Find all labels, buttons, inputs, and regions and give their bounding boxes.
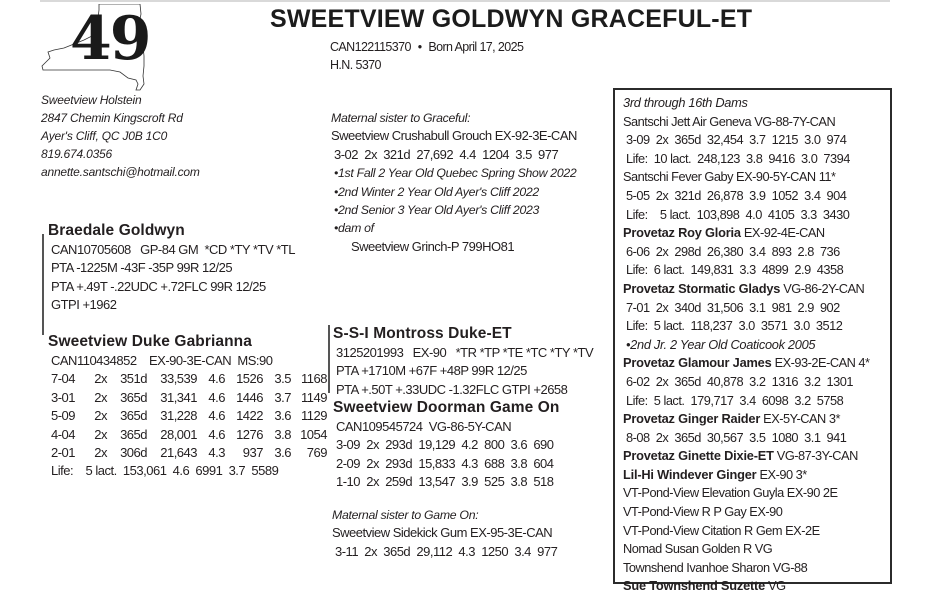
- ancestor-dam-name: Sue Townshend Suzette: [623, 578, 766, 594]
- granddam-name: Sweetview Doorman Game On: [333, 399, 560, 416]
- ancestor-dam-classification: VG-87-3Y-CAN: [773, 448, 858, 464]
- sire-line: GTPI +1962: [51, 297, 117, 313]
- granddam-record: 2-09 2x 293d 15,833 4.3 688 3.8 604: [336, 455, 554, 471]
- ancestor-dam-record: 7-01 2x 340d 31,506 3.1 981 2.9 902: [626, 299, 840, 315]
- sire-line: CAN10705608 GP-84 GM *CD *TY *TV *TL: [51, 242, 295, 257]
- dam-record-cell: 351d: [120, 371, 147, 387]
- dam-record-cell: 3.6: [274, 445, 291, 461]
- ancestor-dam-entry: [623, 577, 886, 596]
- maternal-grandsire-line: PTA +1710M +67F +48P 99R 12/25: [336, 363, 527, 379]
- sire-bracket-line: [42, 234, 44, 335]
- maternal-grandsire-line: PTA +.50T +.33UDC -1.32FLC GTPI +2658: [336, 381, 568, 397]
- dam-record-cell: 365d: [120, 389, 147, 405]
- granddam-record: 1-10 2x 259d 13,547 3.9 525 3.8 518: [336, 474, 554, 490]
- granddam-block: [333, 398, 559, 492]
- consignor-phone: 819.674.0356: [41, 147, 113, 161]
- dam-record-cell: 365d: [120, 426, 147, 442]
- ancestor-dam-record: Life: 5 lact. 103,898 4.0 4105 3.3 3430: [626, 206, 850, 222]
- ancestor-dam-record: Life: 6 lact. 149,831 3.3 4899 2.9 4358: [626, 262, 844, 278]
- dam-id-line: CAN110434852 EX-90-3E-CAN MS:90: [51, 353, 273, 368]
- dam-record-cell: 1526: [236, 371, 263, 387]
- lot-badge: [40, 4, 150, 92]
- dam-record-cell: 306d: [120, 445, 147, 461]
- dam-record-cell: 1276: [236, 426, 263, 442]
- dam-record-cell: 937: [242, 445, 263, 461]
- dam-record-cell: 33,539: [160, 371, 197, 387]
- ancestor-dam-name: VT-Pond-View R P Gay EX-90: [623, 504, 783, 520]
- ancestor-dam-entry: [623, 503, 886, 522]
- ancestor-dam-record: Life: 5 lact. 179,717 3.4 6098 3.2 5758: [626, 392, 844, 408]
- ancestor-dam-entry: [623, 466, 886, 485]
- dam-record-row: [48, 370, 327, 388]
- ancestor-dam-entry: [623, 224, 886, 243]
- herd-number: H.N. 5370: [330, 58, 381, 72]
- dam-record-cell: 2x: [94, 408, 107, 424]
- dam-record-cell: 3.7: [274, 389, 291, 405]
- dam-record-cell: 4.3: [208, 445, 225, 461]
- bullet-separator: •: [417, 40, 422, 54]
- ancestor-dam-entry: [623, 354, 886, 373]
- sire-block: [48, 221, 295, 315]
- ancestor-dam-record: Life: 5 lact. 118,237 3.0 3571 3.0 3512: [626, 318, 843, 334]
- dam-record-cell: 4.6: [208, 408, 225, 424]
- dam-record-cell: 3.8: [274, 426, 291, 442]
- maternal-sister-note: •2nd Senior 3 Year Old Ayer's Cliff 2023: [334, 203, 540, 218]
- ancestor-dam-name: Nomad Susan Golden R VG: [623, 541, 773, 557]
- lot-number: 49: [70, 4, 150, 74]
- sire-line: PTA -1225M -43F -35P 99R 12/25: [51, 260, 233, 276]
- maternal-grandsire-line: 3125201993 EX-90 *TR *TP *TE *TC *TY *TV: [336, 345, 594, 360]
- dam-record-cell: 4.6: [208, 426, 225, 442]
- dam-record-cell: 2-01: [51, 445, 76, 461]
- ancestor-dam-classification: VG-88-7Y-CAN: [751, 113, 836, 129]
- dam-record-cell: 2x: [94, 426, 107, 442]
- ancestor-dam-entry: [623, 484, 886, 503]
- animal-id-line: [330, 38, 523, 56]
- dam-record-cell: 5-09: [51, 408, 76, 424]
- maternal-sister-game-on-name: Sweetview Sidekick Gum EX-95-3E-CAN: [332, 525, 553, 541]
- dam-record-row: [48, 389, 327, 407]
- dam-record-cell: 7-04: [51, 371, 76, 387]
- ancestor-dam-name: Lil-Hi Windever Ginger: [623, 466, 757, 482]
- dam-record-cell: 4.6: [208, 389, 225, 405]
- maternal-grandsire-block: [333, 324, 593, 399]
- dam-record-cell: 31,228: [160, 408, 197, 424]
- dam-record-row: [48, 426, 327, 444]
- maternal-sister-note: •dam of: [334, 221, 374, 236]
- ancestor-dam-entry: [623, 280, 886, 299]
- granddam-id-line: CAN109545724 VG-86-5Y-CAN: [336, 419, 512, 434]
- dam-record-cell: 1129: [301, 408, 327, 424]
- ancestor-dam-name: VT-Pond-View Elevation Guyla EX-90 2E: [623, 485, 838, 501]
- maternal-sister-note: •1st Fall 2 Year Old Quebec Spring Show 2022: [334, 166, 577, 181]
- dam-record-cell: 3-01: [51, 389, 76, 405]
- dam-record-cell: 2x: [94, 445, 107, 461]
- ancestor-dam-name: Provetaz Glamour James: [623, 355, 772, 371]
- ancestor-dam-record: 8-08 2x 365d 30,567 3.5 1080 3.1 941: [626, 429, 847, 445]
- dam-name: Sweetview Duke Gabrianna: [48, 333, 252, 350]
- animal-info: [330, 38, 523, 74]
- ancestor-dam-classification: EX-5Y-CAN 3*: [760, 411, 840, 427]
- dam-record-cell: 2x: [94, 389, 107, 405]
- dam-record-cell: 4.6: [208, 371, 225, 387]
- ancestor-dam-entry: [623, 113, 886, 132]
- dams-box-heading: 3rd through 16th Dams: [623, 95, 748, 110]
- ancestor-dam-record: 5-05 2x 321d 26,878 3.9 1052 3.4 904: [626, 187, 847, 203]
- ancestor-dam-classification: EX-90 3*: [756, 466, 807, 482]
- ancestor-dam-classification: EX-90-5Y-CAN 11*: [733, 169, 836, 185]
- ancestor-dam-name: Santschi Fever Gaby: [623, 169, 733, 185]
- maternal-sister-offspring: Sweetview Grinch-P 799HO81: [351, 238, 515, 254]
- consignor-name: Sweetview Holstein: [41, 93, 142, 107]
- consignor-address-1: 2847 Chemin Kingscroft Rd: [41, 111, 183, 125]
- registration-number: CAN122115370: [330, 40, 411, 54]
- dam-record-row: [48, 444, 327, 462]
- animal-name-title: SWEETVIEW GOLDWYN GRACEFUL-ET: [270, 5, 753, 33]
- dam-record-cell: 1168: [301, 371, 327, 387]
- ancestor-dam-name: VT-Pond-View Citation R Gem EX-2E: [623, 522, 820, 538]
- consignor-email[interactable]: annette.santschi@hotmail.com: [41, 165, 200, 179]
- maternal-sister-game-on-heading: Maternal sister to Game On:: [332, 508, 479, 522]
- ancestor-dam-classification: VG: [765, 578, 786, 594]
- dam-record-cell: 3.6: [274, 408, 291, 424]
- dam-record-row: [48, 407, 327, 425]
- ancestor-dam-record: 6-06 2x 298d 26,380 3.4 893 2.8 736: [626, 243, 840, 259]
- ancestor-dam-name: Provetaz Roy Gloria: [623, 225, 741, 241]
- top-rule: [40, 0, 890, 2]
- ancestor-dam-classification: EX-92-4E-CAN: [740, 225, 825, 241]
- ancestor-dam-entry: [623, 522, 886, 541]
- sire-line: PTA +.49T -.22UDC +.72FLC 99R 12/25: [51, 278, 266, 294]
- ancestor-dam-name: Santschi Jett Air Geneva: [623, 113, 752, 129]
- dam-life-record: Life: 5 lact. 153,061 4.6 6991 3.7 5589: [51, 463, 279, 479]
- dam-record-cell: 4-04: [51, 426, 76, 442]
- dam-record-cell: 1446: [236, 389, 263, 405]
- ancestor-dam-classification: EX-93-2E-CAN 4*: [771, 355, 870, 371]
- ancestor-dam-entry: [623, 447, 886, 466]
- ancestor-dam-classification: VG-86-2Y-CAN: [780, 280, 865, 296]
- dam-records: [48, 370, 327, 462]
- ancestor-dam-entry: [623, 540, 886, 559]
- maternal-sister-name: Sweetview Crushabull Grouch EX-92-3E-CAN: [331, 128, 577, 144]
- maternal-sister-note: •2nd Winter 2 Year Old Ayer's Cliff 2022: [334, 184, 539, 199]
- consignor-info: [41, 91, 200, 181]
- maternal-sister-record: 3-02 2x 321d 27,692 4.4 1204 3.5 977: [334, 146, 559, 162]
- maternal-sister-game-on-block: [332, 506, 557, 561]
- sire-name: Braedale Goldwyn: [48, 222, 185, 239]
- ancestor-dam-note: •2nd Jr. 2 Year Old Coaticook 2005: [626, 336, 816, 352]
- ancestor-dam-name: Provetaz Ginette Dixie-ET: [623, 448, 774, 464]
- dam-record-cell: 1054: [300, 426, 327, 442]
- dam-record-cell: 28,001: [160, 426, 197, 442]
- ancestor-dam-record: Life: 10 lact. 248,123 3.8 9416 3.0 7394: [626, 150, 850, 166]
- ancestor-dam-name: Townshend Ivanhoe Sharon VG-88: [623, 559, 808, 575]
- dam-record-cell: 365d: [120, 408, 147, 424]
- maternal-grandsire-name: S-S-I Montross Duke-ET: [333, 325, 512, 342]
- grandsire-bracket-line: [328, 325, 330, 393]
- maternal-sister-heading: Maternal sister to Graceful:: [331, 111, 471, 125]
- ancestor-dam-record: 3-09 2x 365d 32,454 3.7 1215 3.0 974: [626, 132, 847, 148]
- dams-list: [623, 94, 886, 596]
- ancestor-dam-entry: [623, 559, 886, 578]
- dam-record-cell: 1149: [301, 389, 327, 405]
- maternal-sister-block: [331, 109, 577, 256]
- ancestor-dam-entry: [623, 168, 886, 187]
- birth-date: Born April 17, 2025: [428, 40, 524, 54]
- dam-record-cell: 3.5: [274, 371, 291, 387]
- dam-block: [48, 332, 327, 481]
- dam-record-cell: 31,341: [160, 389, 197, 405]
- granddam-record: 3-09 2x 293d 19,129 4.2 800 3.6 690: [336, 437, 554, 453]
- dam-record-cell: 21,643: [160, 445, 197, 461]
- dam-record-cell: 769: [306, 445, 327, 461]
- dams-box: [613, 88, 892, 594]
- consignor-address-2: Ayer's Cliff, QC J0B 1C0: [41, 129, 168, 143]
- maternal-sister-game-on-record: 3-11 2x 365d 29,112 4.3 1250 3.4 977: [335, 543, 558, 559]
- ancestor-dam-name: Provetaz Stormatic Gladys: [623, 280, 781, 296]
- ancestor-dam-name: Provetaz Ginger Raider: [623, 411, 761, 427]
- ancestor-dam-record: 6-02 2x 365d 40,878 3.2 1316 3.2 1301: [626, 373, 854, 389]
- dam-record-cell: 1422: [236, 408, 263, 424]
- ancestor-dam-entry: [623, 410, 886, 429]
- dam-record-cell: 2x: [94, 371, 107, 387]
